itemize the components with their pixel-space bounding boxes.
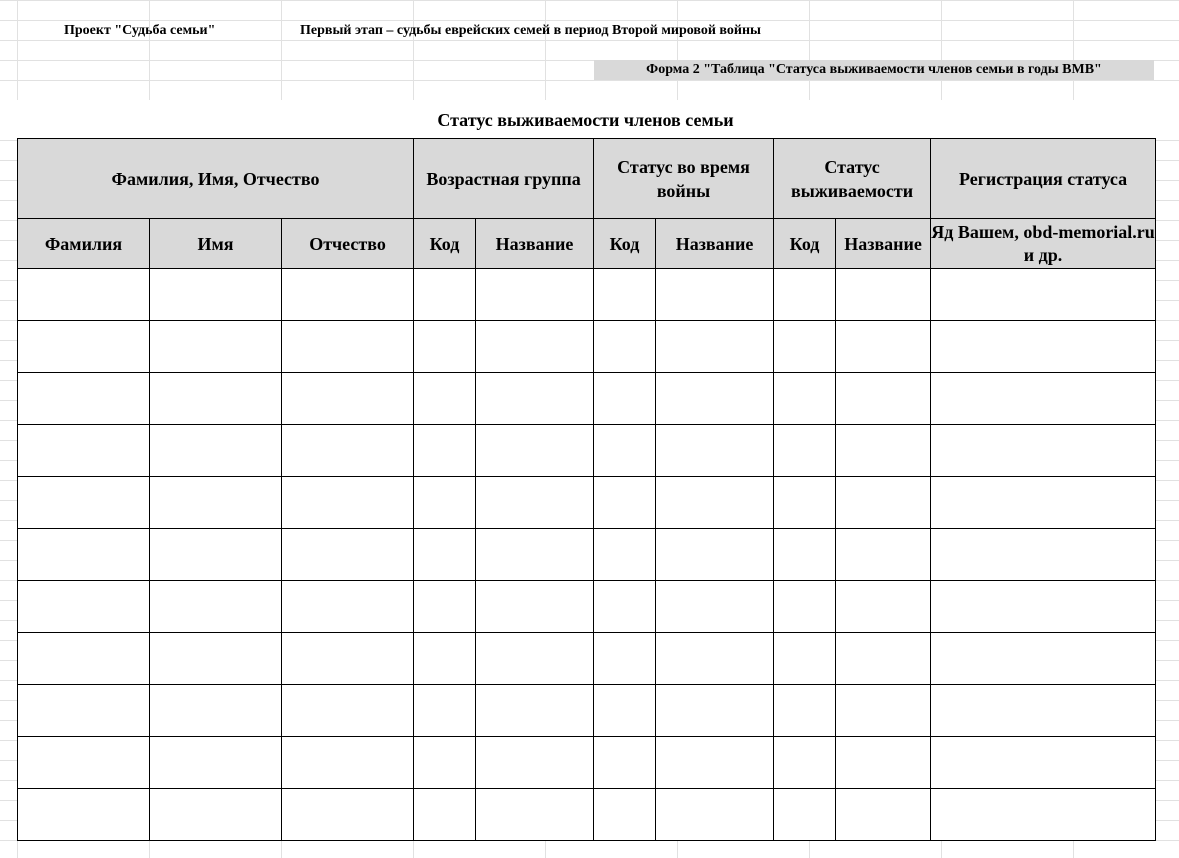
cell-age-code[interactable] [414, 373, 476, 425]
cell-age-title[interactable] [476, 737, 594, 789]
cell-patronymic[interactable] [282, 477, 414, 529]
cell-age-code[interactable] [414, 321, 476, 373]
table-title: Статус выживаемости членов семьи [437, 110, 734, 130]
table-row [18, 529, 1156, 581]
cell-patronymic[interactable] [282, 529, 414, 581]
cell-war-title[interactable] [656, 633, 774, 685]
cell-registration[interactable] [931, 269, 1156, 321]
table-row [18, 425, 1156, 477]
cell-survival-title[interactable] [836, 373, 931, 425]
form-label: Форма 2 "Таблица "Статуса выживаемости членов семьи в годы ВМВ" [594, 60, 1154, 80]
cell-surname[interactable] [18, 581, 150, 633]
cell-survival-code[interactable] [774, 633, 836, 685]
cell-age-title[interactable] [476, 321, 594, 373]
cell-registration[interactable] [931, 373, 1156, 425]
cell-survival-title[interactable] [836, 321, 931, 373]
cell-war-code[interactable] [594, 269, 656, 321]
cell-war-title[interactable] [656, 529, 774, 581]
cell-age-code[interactable] [414, 477, 476, 529]
cell-registration[interactable] [931, 789, 1156, 841]
cell-age-code[interactable] [414, 529, 476, 581]
cell-war-title[interactable] [656, 373, 774, 425]
cell-name[interactable] [150, 581, 282, 633]
table-row [18, 477, 1156, 529]
cell-surname[interactable] [18, 425, 150, 477]
col-header-surname: Фамилия [18, 219, 150, 269]
group-header-survival: Статус выживаемости [774, 139, 931, 219]
cell-survival-title[interactable] [836, 477, 931, 529]
cell-war-code[interactable] [594, 477, 656, 529]
cell-survival-title[interactable] [836, 685, 931, 737]
cell-war-title[interactable] [656, 477, 774, 529]
cell-patronymic[interactable] [282, 321, 414, 373]
cell-war-title[interactable] [656, 685, 774, 737]
cell-war-code[interactable] [594, 529, 656, 581]
cell-survival-code[interactable] [774, 581, 836, 633]
cell-registration[interactable] [931, 581, 1156, 633]
cell-age-title[interactable] [476, 685, 594, 737]
cell-patronymic[interactable] [282, 633, 414, 685]
table-row [18, 685, 1156, 737]
cell-survival-code[interactable] [774, 737, 836, 789]
cell-name[interactable] [150, 269, 282, 321]
table-row [18, 737, 1156, 789]
cell-war-code[interactable] [594, 685, 656, 737]
cell-war-title[interactable] [656, 425, 774, 477]
cell-survival-code[interactable] [774, 477, 836, 529]
cell-surname[interactable] [18, 373, 150, 425]
col-header-survival-code: Код [774, 219, 836, 269]
cell-registration[interactable] [931, 737, 1156, 789]
cell-name[interactable] [150, 477, 282, 529]
cell-surname[interactable] [18, 269, 150, 321]
cell-surname[interactable] [18, 685, 150, 737]
cell-patronymic[interactable] [282, 269, 414, 321]
table-body [18, 269, 1156, 841]
cell-survival-title[interactable] [836, 789, 931, 841]
col-header-registration-source: Яд Вашем, obd-memorial.ru и др. [931, 219, 1156, 269]
cell-patronymic[interactable] [282, 685, 414, 737]
cell-name[interactable] [150, 529, 282, 581]
table-row [18, 581, 1156, 633]
cell-registration[interactable] [931, 633, 1156, 685]
cell-surname[interactable] [18, 477, 150, 529]
cell-age-code[interactable] [414, 425, 476, 477]
cell-name[interactable] [150, 789, 282, 841]
cell-name[interactable] [150, 321, 282, 373]
cell-registration[interactable] [931, 425, 1156, 477]
cell-patronymic[interactable] [282, 789, 414, 841]
cell-registration[interactable] [931, 477, 1156, 529]
cell-war-code[interactable] [594, 321, 656, 373]
cell-age-code[interactable] [414, 269, 476, 321]
cell-war-code[interactable] [594, 789, 656, 841]
cell-age-code[interactable] [414, 581, 476, 633]
cell-survival-code[interactable] [774, 789, 836, 841]
cell-war-title[interactable] [656, 321, 774, 373]
cell-war-title[interactable] [656, 737, 774, 789]
cell-age-title[interactable] [476, 425, 594, 477]
cell-name[interactable] [150, 737, 282, 789]
cell-survival-code[interactable] [774, 425, 836, 477]
cell-war-code[interactable] [594, 425, 656, 477]
cell-registration[interactable] [931, 321, 1156, 373]
cell-age-title[interactable] [476, 633, 594, 685]
cell-war-title[interactable] [656, 789, 774, 841]
cell-age-title[interactable] [476, 789, 594, 841]
cell-war-title[interactable] [656, 269, 774, 321]
table-row [18, 269, 1156, 321]
cell-war-code[interactable] [594, 633, 656, 685]
cell-surname[interactable] [18, 737, 150, 789]
cell-registration[interactable] [931, 529, 1156, 581]
cell-war-code[interactable] [594, 373, 656, 425]
col-header-war-code: Код [594, 219, 656, 269]
cell-war-code[interactable] [594, 581, 656, 633]
group-header-age: Возрастная группа [414, 139, 594, 219]
cell-survival-title[interactable] [836, 737, 931, 789]
table-row [18, 373, 1156, 425]
cell-survival-code[interactable] [774, 269, 836, 321]
cell-age-title[interactable] [476, 373, 594, 425]
group-header-war-status: Статус во время войны [594, 139, 774, 219]
cell-name[interactable] [150, 633, 282, 685]
cell-name[interactable] [150, 685, 282, 737]
cell-surname[interactable] [18, 789, 150, 841]
cell-war-code[interactable] [594, 737, 656, 789]
cell-surname[interactable] [18, 633, 150, 685]
cell-age-title[interactable] [476, 477, 594, 529]
cell-survival-code[interactable] [774, 529, 836, 581]
col-header-patronymic: Отчество [282, 219, 414, 269]
cell-survival-code[interactable] [774, 373, 836, 425]
cell-name[interactable] [150, 425, 282, 477]
cell-age-title[interactable] [476, 581, 594, 633]
cell-age-title[interactable] [476, 269, 594, 321]
cell-survival-title[interactable] [836, 529, 931, 581]
cell-war-title[interactable] [656, 581, 774, 633]
cell-surname[interactable] [18, 321, 150, 373]
cell-registration[interactable] [931, 685, 1156, 737]
col-header-name: Имя [150, 219, 282, 269]
col-header-age-code: Код [414, 219, 476, 269]
survival-status-table [17, 138, 1156, 841]
cell-patronymic[interactable] [282, 373, 414, 425]
cell-survival-title[interactable] [836, 425, 931, 477]
group-header-registration: Регистрация статуса [931, 139, 1156, 219]
table-row [18, 789, 1156, 841]
col-header-war-title: Название [656, 219, 774, 269]
table-row [18, 633, 1156, 685]
table-row [18, 321, 1156, 373]
cell-survival-code[interactable] [774, 685, 836, 737]
project-title: Проект "Судьба семьи" [64, 23, 216, 38]
cell-age-code[interactable] [414, 685, 476, 737]
col-header-survival-title: Название [836, 219, 931, 269]
cell-survival-title[interactable] [836, 633, 931, 685]
stage-title: Первый этап – судьбы еврейских семей в период Второй мировой войны [300, 23, 761, 38]
group-header-fio: Фамилия, Имя, Отчество [18, 139, 414, 219]
cell-age-code[interactable] [414, 633, 476, 685]
cell-survival-code[interactable] [774, 321, 836, 373]
cell-patronymic[interactable] [282, 737, 414, 789]
cell-age-code[interactable] [414, 737, 476, 789]
cell-survival-title[interactable] [836, 269, 931, 321]
cell-survival-title[interactable] [836, 581, 931, 633]
col-header-age-title: Название [476, 219, 594, 269]
cell-patronymic[interactable] [282, 425, 414, 477]
cell-name[interactable] [150, 373, 282, 425]
cell-age-title[interactable] [476, 529, 594, 581]
cell-age-code[interactable] [414, 789, 476, 841]
cell-surname[interactable] [18, 529, 150, 581]
cell-patronymic[interactable] [282, 581, 414, 633]
